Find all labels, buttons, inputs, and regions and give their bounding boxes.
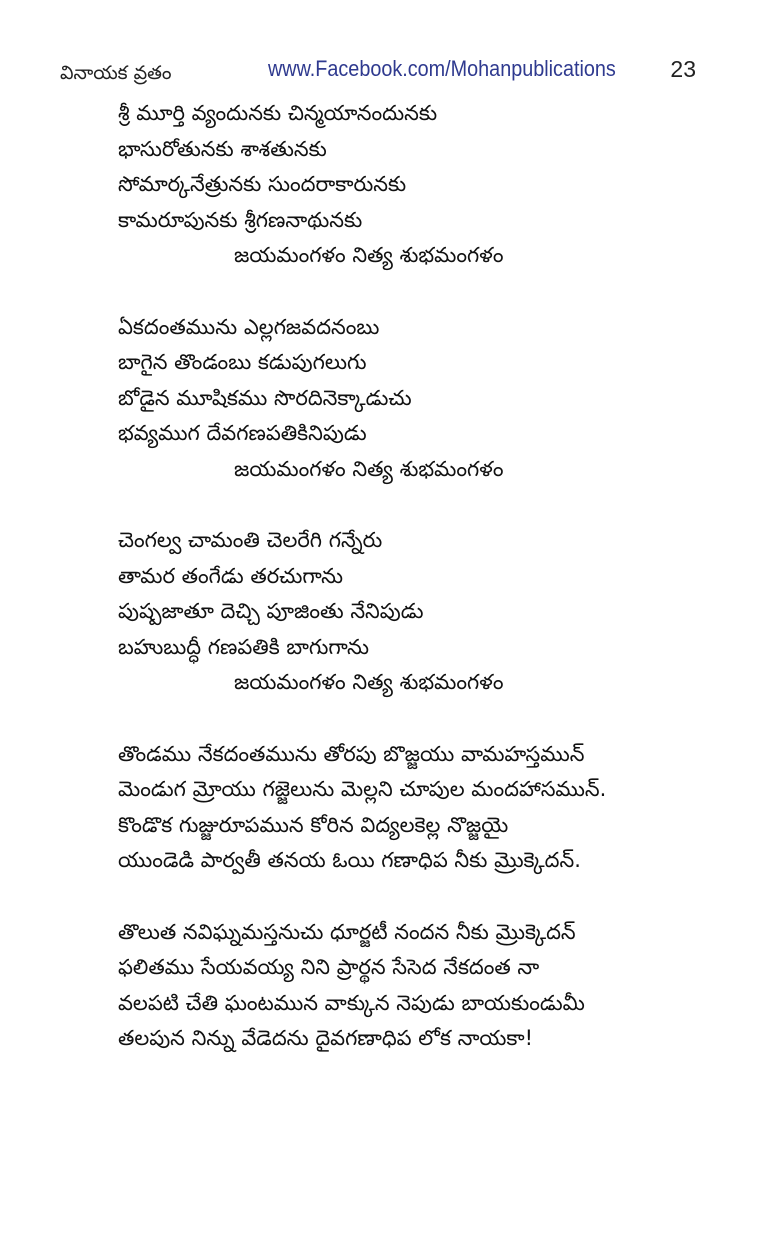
verse-line: బోడైన మూషికము సొరదినెక్కాడుచు bbox=[118, 385, 412, 410]
refrain-line: జయమంగళం నిత్య శుభమంగళం bbox=[234, 456, 504, 481]
verse-line: పుష్పజాతూ దెచ్చి పూజింతు నేనిపుడు bbox=[118, 599, 424, 623]
poem-line: తొలుత నవిఘ్నమస్తనుచు ధూర్జటీ నందన నీకు మ్రొక్కెదన్ bbox=[118, 919, 576, 944]
page-number: 23 bbox=[670, 56, 696, 82]
padyam-2 bbox=[118, 915, 718, 1057]
mangalam-stanza-1 bbox=[118, 96, 718, 274]
mangalam-stanza-2 bbox=[118, 310, 718, 488]
verse-line: శ్రీ మూర్తి వ్యందునకు చిన్మయానందునకు bbox=[118, 101, 438, 125]
verse-line: చెంగల్వ చామంతి చెలరేగి గన్నేరు bbox=[118, 528, 383, 552]
verse-line: భవ్యముగ దేవగణపతికినిపుడు bbox=[118, 421, 367, 445]
verse-line: బహుబుద్ధీ గణపతికి బాగుగాను bbox=[118, 634, 370, 659]
poem-line: యుండెడి పార్వతీ తనయ ఓయి గణాధిప నీకు మ్రొక్కెదన్. bbox=[118, 848, 581, 872]
verse-line: కామరూపునకు శ్రీగణనాథునకు bbox=[118, 207, 363, 232]
poem-line: మెండుగ మ్రోయు గజ్జెలును మెల్లని చూపుల మందహాసమున్. bbox=[118, 777, 607, 801]
page-content bbox=[118, 96, 718, 1093]
refrain-line: జయమంగళం నిత్య శుభమంగళం bbox=[234, 670, 504, 694]
verse-line: బాగైన తొండంబు కడుపుగలుగు bbox=[118, 350, 367, 374]
poem-line: కొండొక గుజ్జురూపమున కోరిన విద్యలకెల్ల నొజ్జయై bbox=[118, 812, 509, 837]
padyam-1 bbox=[118, 737, 718, 879]
page-header bbox=[60, 56, 700, 88]
verse-line: భాసురోతునకు శాశతునకు bbox=[118, 136, 327, 161]
poem-line: తొండము నేకదంతమును తోరపు బొజ్జయు వామహస్తమున్ bbox=[118, 741, 585, 766]
poem-line: ఫలితము సేయవయ్య నిని ప్రార్థన సేసెద నేకదంత నా bbox=[118, 955, 540, 979]
verse-line: తామర తంగేడు తరచుగాను bbox=[118, 563, 344, 588]
book-title: వినాయక వ్రతం bbox=[60, 62, 172, 84]
facebook-url-link[interactable]: www.Facebook.com/Mohanpublications bbox=[268, 56, 616, 81]
refrain-line: జయమంగళం నిత్య శుభమంగళం bbox=[234, 243, 504, 267]
mangalam-stanza-3 bbox=[118, 523, 718, 701]
verse-line: ఏకదంతమును ఎల్లగజవదనంబు bbox=[118, 314, 380, 339]
poem-line: వలపటి చేతి ఘంటమున వాక్కున నెపుడు బాయకుండుమీ bbox=[118, 990, 585, 1015]
poem-line: తలపున నిన్ను వేడెదను దైవగణాధిప లోక నాయకా! bbox=[118, 1026, 534, 1050]
verse-line: సోమార్కనేత్రునకు సుందరాకారునకు bbox=[118, 172, 407, 196]
